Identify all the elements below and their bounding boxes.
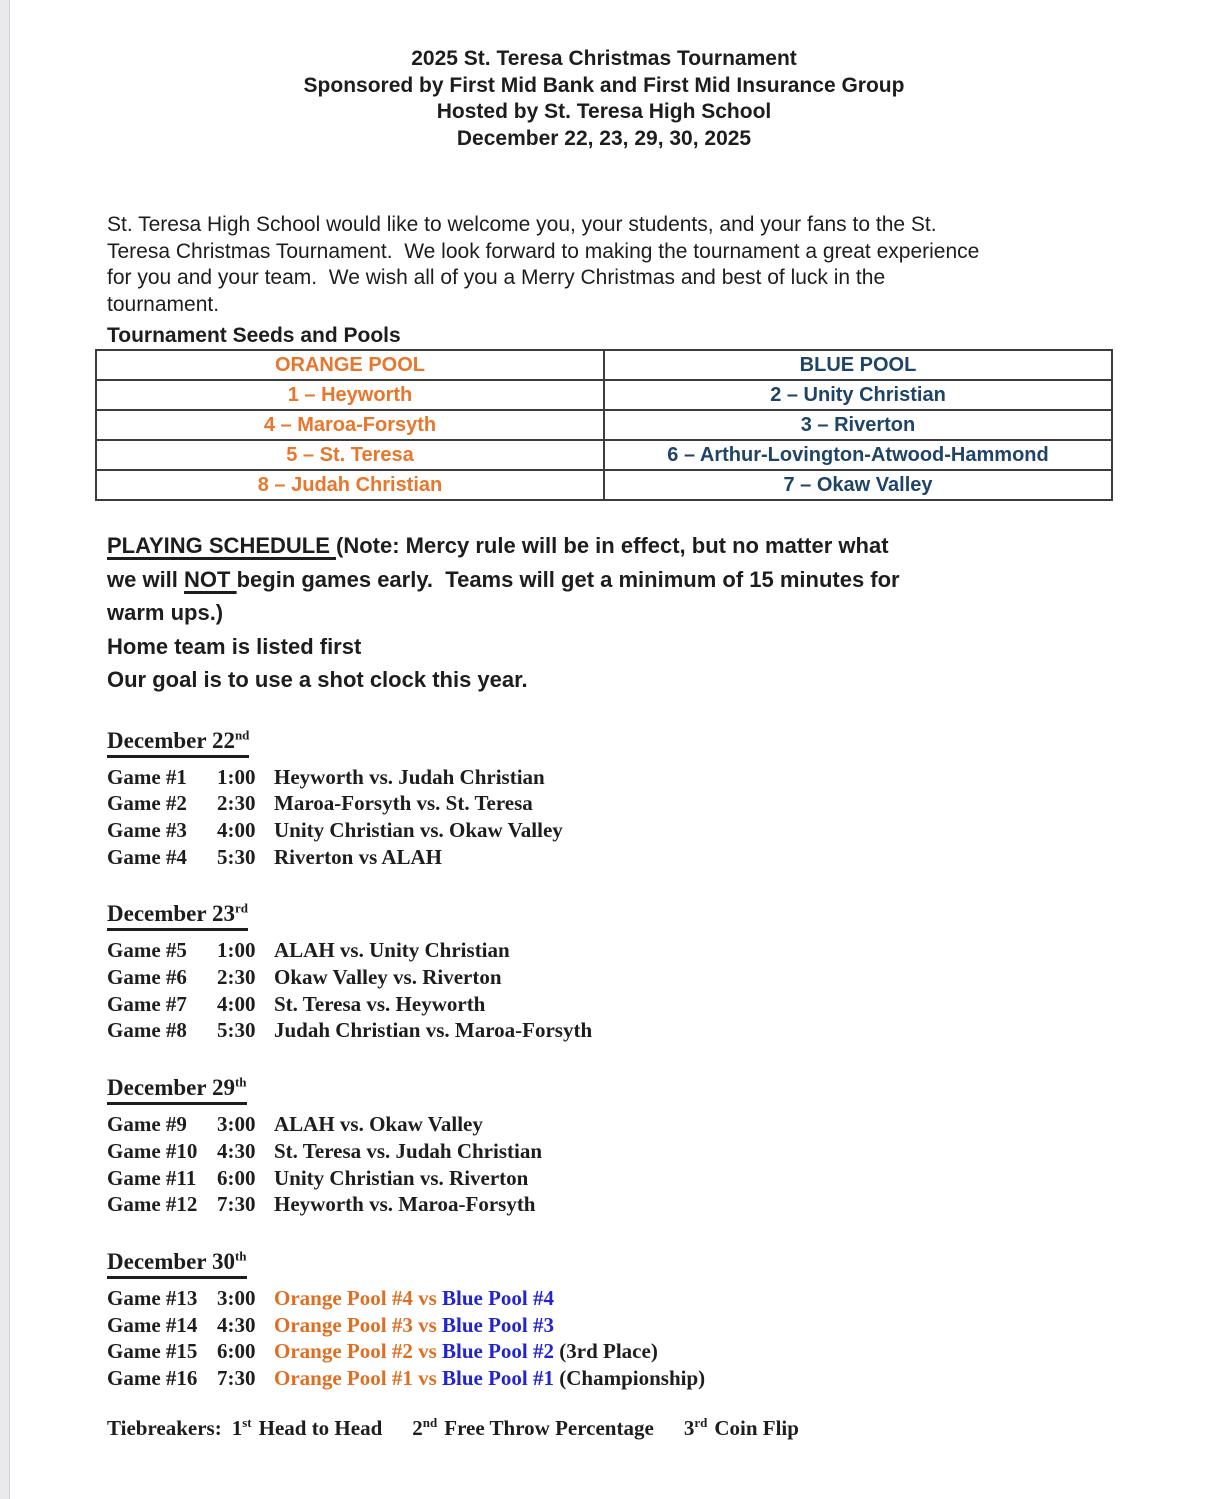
day-section-dec22: [95, 728, 1113, 871]
game-number: Game #9: [107, 1112, 187, 1137]
orange-pool-side: Orange Pool #2 vs: [274, 1339, 442, 1364]
tiebreaker-item: [232, 1416, 383, 1440]
game-number: Game #14: [107, 1312, 198, 1337]
playing-note-text: (Note: Mercy rule will be in effect, but no matter what: [336, 533, 889, 558]
game-number: Game #1: [107, 764, 187, 789]
playing-note-line: warm ups.): [107, 600, 224, 625]
game-suffix: (3rd Place): [554, 1339, 658, 1364]
day-ordinal: th: [234, 1248, 247, 1264]
blue-seed: 7 – Okaw Valley: [604, 470, 1112, 500]
orange-seed: 1 – Heyworth: [96, 380, 604, 410]
game-matchup: [274, 1365, 705, 1392]
welcome-line: tournament.: [107, 292, 220, 316]
pools-header-row: [96, 350, 1112, 380]
playing-note-line: [107, 563, 1113, 597]
game-row: [107, 1165, 1113, 1192]
games-list: [107, 764, 1113, 871]
game-matchup: St. Teresa vs. Heyworth: [274, 991, 486, 1016]
blue-pool-side: Blue Pool #2: [442, 1339, 555, 1364]
game-suffix: (Championship): [554, 1366, 706, 1391]
tiebreaker-rank: 2: [412, 1415, 423, 1440]
game-matchup: ALAH vs. Unity Christian: [274, 938, 510, 963]
game-number: Game #7: [107, 991, 187, 1016]
game-row: [107, 1111, 1113, 1138]
game-matchup: ALAH vs. Okaw Valley: [274, 1112, 483, 1137]
seeds-heading: Tournament Seeds and Pools: [107, 324, 401, 347]
game-time: 7:30: [217, 1366, 256, 1391]
game-number: Game #11: [107, 1165, 197, 1190]
blue-seed: 3 – Riverton: [604, 410, 1112, 440]
tiebreaker-item: [412, 1416, 654, 1440]
sponsor-line: Sponsored by First Mid Bank and First Mid Insurance Group: [303, 73, 905, 97]
pools-table: [95, 349, 1113, 501]
day-heading: [107, 1075, 247, 1105]
playing-note-text: we will: [107, 566, 185, 592]
document-title-block: [95, 46, 1113, 152]
game-time: 3:00: [217, 1285, 256, 1310]
tiebreakers-label: Tiebreakers:: [107, 1415, 222, 1440]
game-matchup: Heyworth vs. Judah Christian: [274, 764, 545, 789]
day-date: December 30: [107, 1248, 235, 1274]
blue-seed: 2 – Unity Christian: [604, 380, 1112, 410]
game-row: [107, 1285, 1113, 1312]
home-team-note: Home team is listed first: [107, 633, 362, 659]
game-time: 3:00: [217, 1112, 256, 1137]
game-number: Game #16: [107, 1366, 198, 1391]
tiebreaker-ordinal: rd: [694, 1414, 708, 1430]
game-matchup: St. Teresa vs. Judah Christian: [274, 1138, 543, 1163]
game-time: 4:30: [217, 1138, 256, 1163]
game-row: [107, 1138, 1113, 1165]
dates-line: December 22, 23, 29, 30, 2025: [456, 126, 752, 150]
game-number: Game #2: [107, 791, 187, 816]
games-list: [107, 1285, 1113, 1392]
game-time: 5:30: [217, 1018, 256, 1043]
orange-pool-header: ORANGE POOL: [96, 350, 604, 380]
orange-pool-side: Orange Pool #4 vs: [274, 1285, 442, 1310]
game-time: 1:00: [217, 764, 256, 789]
game-matchup: Unity Christian vs. Okaw Valley: [274, 817, 563, 842]
day-ordinal: rd: [234, 900, 248, 916]
blue-pool-side: Blue Pool #4: [442, 1285, 555, 1310]
orange-seed: 4 – Maroa-Forsyth: [96, 410, 604, 440]
day-date: December 23: [107, 901, 235, 927]
blue-pool-side: Blue Pool #1: [442, 1366, 555, 1391]
game-number: Game #10: [107, 1138, 198, 1163]
pools-row: [96, 440, 1112, 470]
welcome-paragraph: [95, 212, 1113, 318]
pools-row: [96, 470, 1112, 500]
games-list: [107, 1111, 1113, 1218]
game-number: Game #12: [107, 1192, 198, 1217]
game-row: [107, 1338, 1113, 1365]
game-number: Game #4: [107, 844, 187, 869]
orange-seed: 8 – Judah Christian: [96, 470, 604, 500]
day-ordinal: th: [234, 1074, 247, 1090]
tiebreakers-line: [95, 1415, 1113, 1442]
day-ordinal: nd: [234, 726, 250, 742]
game-time: 6:00: [217, 1339, 256, 1364]
game-time: 1:00: [217, 938, 256, 963]
not-emphasis: NOT: [184, 566, 237, 592]
day-section-dec23: [95, 901, 1113, 1044]
tiebreaker-item: [684, 1416, 799, 1440]
game-matchup: [274, 1285, 554, 1312]
blue-seed: 6 – Arthur-Lovington-Atwood-Hammond: [604, 440, 1112, 470]
page-title: 2025 St. Teresa Christmas Tournament: [411, 47, 797, 70]
game-time: 4:00: [217, 817, 256, 842]
blue-pool-side: Blue Pool #3: [442, 1312, 555, 1337]
playing-schedule-notes: [95, 529, 1113, 697]
tiebreaker-rank: 1: [231, 1415, 243, 1440]
game-row: [107, 991, 1113, 1018]
game-row: [107, 817, 1113, 844]
game-row: [107, 764, 1113, 791]
day-heading: [107, 1249, 247, 1279]
day-heading: [107, 728, 249, 758]
game-matchup: [274, 1338, 658, 1365]
game-number: Game #5: [107, 938, 187, 963]
game-number: Game #15: [107, 1339, 198, 1364]
day-section-dec30: [95, 1249, 1113, 1392]
game-matchup: Judah Christian vs. Maroa-Forsyth: [274, 1018, 593, 1043]
day-date: December 29: [107, 1075, 235, 1101]
game-time: 5:30: [217, 844, 256, 869]
game-number: Game #6: [107, 965, 187, 990]
host-line: Hosted by St. Teresa High School: [436, 100, 772, 123]
day-date: December 22: [107, 727, 235, 753]
blue-pool-header: BLUE POOL: [604, 350, 1112, 380]
game-matchup: Maroa-Forsyth vs. St. Teresa: [274, 791, 533, 816]
game-row: [107, 964, 1113, 991]
tiebreaker-text: Head to Head: [258, 1415, 383, 1440]
game-time: 6:00: [217, 1165, 256, 1190]
welcome-line: Teresa Christmas Tournament. We look forward to making the tournament a great experience: [107, 239, 980, 263]
tiebreaker-ordinal: st: [242, 1414, 252, 1430]
game-row: [107, 1365, 1113, 1392]
game-number: Game #3: [107, 817, 187, 842]
game-matchup: Okaw Valley vs. Riverton: [274, 965, 502, 990]
game-row: [107, 1312, 1113, 1339]
orange-pool-side: Orange Pool #3 vs: [274, 1312, 442, 1337]
game-time: 7:30: [217, 1192, 256, 1217]
photo-edge-band: [0, 0, 10, 1499]
game-number: Game #8: [107, 1018, 187, 1043]
tiebreaker-ordinal: nd: [422, 1414, 438, 1430]
game-matchup: Unity Christian vs. Riverton: [274, 1165, 529, 1190]
game-row: [107, 790, 1113, 817]
tiebreaker-text: Free Throw Percentage: [444, 1415, 654, 1440]
game-time: 4:00: [217, 991, 256, 1016]
day-section-dec29: [95, 1075, 1113, 1218]
day-heading: [107, 901, 248, 931]
playing-note-text: begin games early. Teams will get a minimum of 15 minutes for: [236, 566, 900, 592]
orange-pool-side: Orange Pool #1 vs: [274, 1366, 442, 1391]
game-time: 2:30: [217, 791, 256, 816]
game-time: 2:30: [217, 965, 256, 990]
orange-seed: 5 – St. Teresa: [96, 440, 604, 470]
game-row: [107, 1191, 1113, 1218]
welcome-line: for you and your team. We wish all of you a Merry Christmas and best of luck in the: [107, 266, 886, 289]
tiebreaker-text: Coin Flip: [714, 1415, 799, 1440]
shot-clock-note: Our goal is to use a shot clock this year.: [107, 667, 528, 692]
welcome-line: St. Teresa High School would like to welcome you, your students, and your fans to the St.: [107, 213, 937, 236]
pools-row: [96, 410, 1112, 440]
playing-note-line: [107, 529, 1113, 563]
game-matchup: Riverton vs ALAH: [274, 844, 442, 869]
game-number: Game #13: [107, 1285, 198, 1310]
game-matchup: [274, 1312, 554, 1339]
game-row: [107, 937, 1113, 964]
playing-schedule-heading: PLAYING SCHEDULE: [107, 533, 337, 558]
pools-row: [96, 380, 1112, 410]
game-row: [107, 1017, 1113, 1044]
tiebreaker-rank: 3: [683, 1415, 695, 1440]
game-matchup: Heyworth vs. Maroa-Forsyth: [274, 1192, 536, 1217]
document-page: [95, 0, 1113, 1442]
games-list: [107, 937, 1113, 1044]
game-row: [107, 844, 1113, 871]
game-time: 4:30: [217, 1312, 256, 1337]
